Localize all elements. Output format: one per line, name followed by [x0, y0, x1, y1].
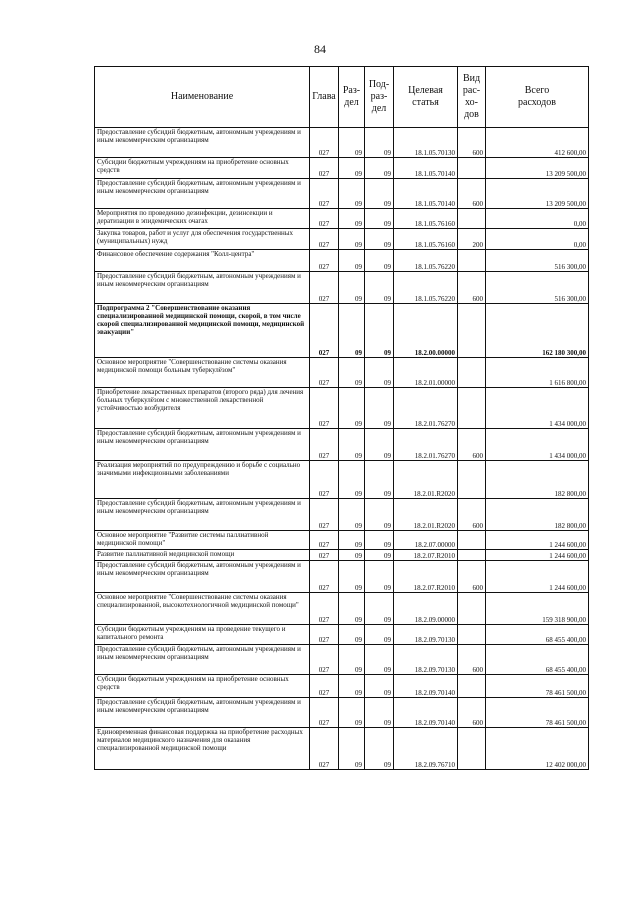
- row-name: Предоставление субсидий бюджетным, автономным учреждениям и иным некоммерческим организациям: [95, 128, 310, 158]
- row-expense-type: 600: [458, 561, 486, 593]
- row-expense-type: [458, 675, 486, 698]
- row-name: Основное мероприятие "Совершенствование системы оказания специализированной, высокотехнологичной медицинской помощи": [95, 593, 310, 625]
- row-total: 1 616 800,00: [486, 358, 589, 388]
- row-target: 18.1.05.70140: [394, 179, 458, 209]
- row-section: 09: [339, 128, 365, 158]
- row-total: 182 800,00: [486, 499, 589, 531]
- row-target: 18.1.05.70130: [394, 128, 458, 158]
- row-total: 182 800,00: [486, 461, 589, 499]
- row-target: 18.2.09.70130: [394, 645, 458, 675]
- row-total: 78 461 500,00: [486, 698, 589, 728]
- row-subsection: 09: [365, 209, 394, 229]
- row-expense-type: [458, 358, 486, 388]
- row-total: 1 434 000,00: [486, 429, 589, 461]
- row-name: Мероприятия по проведению дезинфекции, дезинсекции и дератизации в эпидемических очагах: [95, 209, 310, 229]
- row-chapter: 027: [310, 250, 339, 272]
- row-section: 09: [339, 531, 365, 550]
- row-chapter: 027: [310, 593, 339, 625]
- row-section: 09: [339, 461, 365, 499]
- row-expense-type: [458, 531, 486, 550]
- row-subsection: 09: [365, 531, 394, 550]
- row-name: Предоставление субсидий бюджетным, автономным учреждениям и иным некоммерческим организациям: [95, 561, 310, 593]
- row-name: Развитие паллиативной медицинской помощи: [95, 550, 310, 561]
- row-section: 09: [339, 429, 365, 461]
- row-expense-type: 600: [458, 128, 486, 158]
- page-number: 84: [314, 42, 326, 56]
- row-total: 13 209 500,00: [486, 158, 589, 179]
- row-section: 09: [339, 250, 365, 272]
- row-subsection: 09: [365, 550, 394, 561]
- table-row: [95, 728, 589, 770]
- table-row: [95, 499, 589, 531]
- row-section: 09: [339, 728, 365, 770]
- budget-table: [94, 66, 589, 770]
- row-total: 412 600,00: [486, 128, 589, 158]
- row-name: Субсидии бюджетным учреждениям на приобретение основных средств: [95, 675, 310, 698]
- row-chapter: 027: [310, 728, 339, 770]
- row-total: 1 434 000,00: [486, 388, 589, 429]
- row-subsection: 09: [365, 179, 394, 209]
- row-target: 18.2.07.R2010: [394, 561, 458, 593]
- table-row: [95, 272, 589, 304]
- row-subsection: 09: [365, 272, 394, 304]
- row-total: 12 402 000,00: [486, 728, 589, 770]
- row-name: Закупка товаров, работ и услуг для обеспечения государственных (муниципальных) нужд: [95, 229, 310, 250]
- header-target: Целевая статья: [394, 67, 458, 128]
- row-section: 09: [339, 593, 365, 625]
- row-total: 159 318 900,00: [486, 593, 589, 625]
- row-chapter: 027: [310, 645, 339, 675]
- row-target: 18.2.01.76270: [394, 429, 458, 461]
- row-name: Единовременная финансовая поддержка на приобретение расходных материалов медицинского назначения для оказания специализированной медицинской помощи: [95, 728, 310, 770]
- row-chapter: 027: [310, 429, 339, 461]
- row-chapter: 027: [310, 179, 339, 209]
- row-chapter: 027: [310, 388, 339, 429]
- row-target: 18.2.01.R2020: [394, 461, 458, 499]
- row-subsection: 09: [365, 728, 394, 770]
- row-target: 18.2.09.00000: [394, 593, 458, 625]
- row-expense-type: [458, 304, 486, 358]
- table-row: [95, 229, 589, 250]
- row-total: 516 300,00: [486, 250, 589, 272]
- table-row: [95, 593, 589, 625]
- table-body: [95, 128, 589, 770]
- row-total: 1 244 600,00: [486, 531, 589, 550]
- row-expense-type: [458, 158, 486, 179]
- table-row: [95, 250, 589, 272]
- row-chapter: 027: [310, 304, 339, 358]
- row-total: 13 209 500,00: [486, 179, 589, 209]
- row-name: Предоставление субсидий бюджетным, автономным учреждениям и иным некоммерческим организациям: [95, 429, 310, 461]
- row-target: 18.1.05.76160: [394, 229, 458, 250]
- header-row: [95, 67, 589, 128]
- row-expense-type: 600: [458, 645, 486, 675]
- row-section: 09: [339, 499, 365, 531]
- table-row: [95, 209, 589, 229]
- row-total: 68 455 400,00: [486, 645, 589, 675]
- row-target: 18.1.05.76220: [394, 250, 458, 272]
- row-chapter: 027: [310, 675, 339, 698]
- row-subsection: 09: [365, 698, 394, 728]
- row-expense-type: 200: [458, 229, 486, 250]
- row-chapter: 027: [310, 272, 339, 304]
- row-chapter: 027: [310, 158, 339, 179]
- row-target: 18.1.05.70140: [394, 158, 458, 179]
- row-section: 09: [339, 675, 365, 698]
- row-total: 78 461 500,00: [486, 675, 589, 698]
- row-subsection: 09: [365, 229, 394, 250]
- row-expense-type: [458, 550, 486, 561]
- row-subsection: 09: [365, 625, 394, 645]
- header-expense-type: Вид рас- хо- дов: [458, 67, 486, 128]
- row-name: Подпрограмма 2 "Совершенствование оказания специализированной медицинской помощи, скорой, в том числе скорой специализированной медицинской помощи, медицинской эвакуации": [95, 304, 310, 358]
- row-subsection: 09: [365, 128, 394, 158]
- row-target: 18.2.01.00000: [394, 358, 458, 388]
- table-row: [95, 675, 589, 698]
- row-name: Предоставление субсидий бюджетным, автономным учреждениям и иным некоммерческим организациям: [95, 698, 310, 728]
- row-expense-type: [458, 728, 486, 770]
- row-total: 1 244 600,00: [486, 561, 589, 593]
- header-name: Наименование: [95, 67, 310, 128]
- header-total: Всего расходов: [486, 67, 589, 128]
- row-section: 09: [339, 625, 365, 645]
- row-expense-type: 600: [458, 429, 486, 461]
- row-section: 09: [339, 229, 365, 250]
- row-subsection: 09: [365, 250, 394, 272]
- row-total: 516 300,00: [486, 272, 589, 304]
- row-name: Предоставление субсидий бюджетным, автономным учреждениям и иным некоммерческим организациям: [95, 499, 310, 531]
- row-expense-type: [458, 388, 486, 429]
- row-chapter: 027: [310, 550, 339, 561]
- row-section: 09: [339, 550, 365, 561]
- row-section: 09: [339, 304, 365, 358]
- table-row: [95, 461, 589, 499]
- row-target: 18.2.01.R2020: [394, 499, 458, 531]
- row-target: 18.2.07.R2010: [394, 550, 458, 561]
- row-expense-type: 600: [458, 272, 486, 304]
- row-target: 18.2.09.70130: [394, 625, 458, 645]
- row-expense-type: [458, 209, 486, 229]
- row-expense-type: 600: [458, 499, 486, 531]
- row-total: 0,00: [486, 209, 589, 229]
- row-subsection: 09: [365, 499, 394, 531]
- row-target: 18.1.05.76160: [394, 209, 458, 229]
- table-row: [95, 128, 589, 158]
- table-row: [95, 625, 589, 645]
- row-name: Предоставление субсидий бюджетным, автономным учреждениям и иным некоммерческим организациям: [95, 645, 310, 675]
- row-target: 18.1.05.76220: [394, 272, 458, 304]
- table-row: [95, 550, 589, 561]
- row-subsection: 09: [365, 388, 394, 429]
- row-chapter: 027: [310, 209, 339, 229]
- row-target: 18.2.01.76270: [394, 388, 458, 429]
- row-chapter: 027: [310, 698, 339, 728]
- row-subsection: 09: [365, 593, 394, 625]
- row-chapter: 027: [310, 128, 339, 158]
- table-row: [95, 388, 589, 429]
- row-target: 18.2.07.00000: [394, 531, 458, 550]
- row-total: 162 180 300,00: [486, 304, 589, 358]
- row-section: 09: [339, 698, 365, 728]
- row-section: 09: [339, 645, 365, 675]
- row-section: 09: [339, 272, 365, 304]
- row-subsection: 09: [365, 561, 394, 593]
- row-section: 09: [339, 561, 365, 593]
- table-row: [95, 304, 589, 358]
- row-expense-type: [458, 250, 486, 272]
- header-section: Раз- дел: [339, 67, 365, 128]
- header-chapter: Глава: [310, 67, 339, 128]
- row-expense-type: 600: [458, 698, 486, 728]
- row-name: Предоставление субсидий бюджетным, автономным учреждениям и иным некоммерческим организациям: [95, 179, 310, 209]
- row-total: 0,00: [486, 229, 589, 250]
- header-subsection: Под- раз- дел: [365, 67, 394, 128]
- table-row: [95, 158, 589, 179]
- row-section: 09: [339, 179, 365, 209]
- row-target: 18.2.09.70140: [394, 698, 458, 728]
- row-target: 18.2.09.76710: [394, 728, 458, 770]
- table-row: [95, 645, 589, 675]
- row-section: 09: [339, 209, 365, 229]
- row-name: Приобретение лекарственных препаратов (второго ряда) для лечения больных туберкулёзом с множественной лекарственной устойчивостью возбудителя: [95, 388, 310, 429]
- row-name: Основное мероприятие "Развитие системы паллиативной медицинской помощи": [95, 531, 310, 550]
- row-subsection: 09: [365, 461, 394, 499]
- row-chapter: 027: [310, 625, 339, 645]
- table-row: [95, 698, 589, 728]
- row-chapter: 027: [310, 499, 339, 531]
- row-subsection: 09: [365, 675, 394, 698]
- table-row: [95, 358, 589, 388]
- row-chapter: 027: [310, 229, 339, 250]
- row-subsection: 09: [365, 358, 394, 388]
- table-row: [95, 561, 589, 593]
- row-target: 18.2.00.00000: [394, 304, 458, 358]
- row-subsection: 09: [365, 304, 394, 358]
- row-name: Реализация мероприятий по предупреждению и борьбе с социально значимыми инфекционными заболеваниями: [95, 461, 310, 499]
- row-name: Субсидии бюджетным учреждениям на проведение текущего и капитального ремонта: [95, 625, 310, 645]
- row-subsection: 09: [365, 429, 394, 461]
- row-chapter: 027: [310, 461, 339, 499]
- row-name: Субсидии бюджетным учреждениям на приобретение основных средств: [95, 158, 310, 179]
- row-name: Финансовое обеспечение содержания "Колл-центра": [95, 250, 310, 272]
- row-expense-type: 600: [458, 179, 486, 209]
- row-total: 68 455 400,00: [486, 625, 589, 645]
- row-expense-type: [458, 461, 486, 499]
- row-chapter: 027: [310, 358, 339, 388]
- row-name: Предоставление субсидий бюджетным, автономным учреждениям и иным некоммерческим организациям: [95, 272, 310, 304]
- row-name: Основное мероприятие "Совершенствование системы оказания медицинской помощи больным туберкулёзом": [95, 358, 310, 388]
- row-chapter: 027: [310, 531, 339, 550]
- row-subsection: 09: [365, 158, 394, 179]
- table-row: [95, 531, 589, 550]
- row-expense-type: [458, 593, 486, 625]
- row-target: 18.2.09.70140: [394, 675, 458, 698]
- row-subsection: 09: [365, 645, 394, 675]
- row-chapter: 027: [310, 561, 339, 593]
- row-section: 09: [339, 358, 365, 388]
- row-section: 09: [339, 388, 365, 429]
- row-expense-type: [458, 625, 486, 645]
- table-row: [95, 429, 589, 461]
- row-total: 1 244 600,00: [486, 550, 589, 561]
- row-section: 09: [339, 158, 365, 179]
- table-row: [95, 179, 589, 209]
